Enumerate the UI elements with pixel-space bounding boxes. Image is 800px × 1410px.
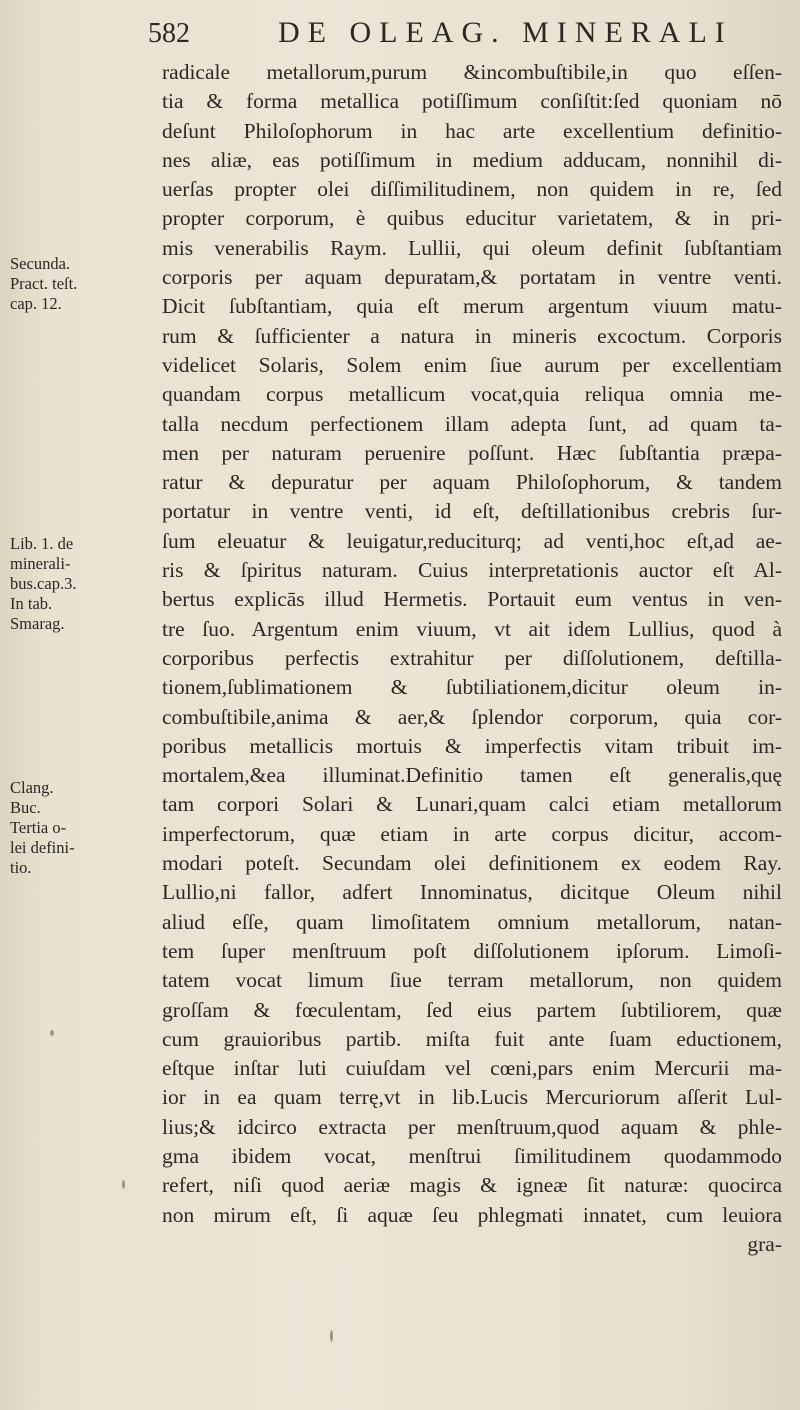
text-line: Lullio,ni fallor, adfert Innominatus, dicitque Oleum nihil xyxy=(162,880,782,905)
page-header xyxy=(148,12,778,58)
text-line: modari poteſt. Secundam olei definitionem ex eodem Ray. xyxy=(162,851,782,876)
text-line: talla necdum perfectionem illam adepta ſunt, ad quam ta- xyxy=(162,411,782,436)
text-line: refert, niſi quod aeriæ magis & igneæ ſit naturæ: quocirca xyxy=(162,1173,782,1198)
text-line: combuſtibile,anima & aer,& ſplendor corporum, quia cor- xyxy=(162,704,782,729)
text-line: men per naturam peruenire poſſunt. Hæc ſubſtantia præpa- xyxy=(162,440,782,465)
paper-speck xyxy=(50,1030,54,1036)
main-text-column xyxy=(162,58,782,1259)
text-line: rum & ſufficienter a natura in mineris excoctum. Corporis xyxy=(162,323,782,348)
text-line: tatem vocat limum ſiue terram metallorum, non quidem xyxy=(162,968,782,993)
page-number: 582 xyxy=(148,18,190,49)
marginal-line: minerali- xyxy=(10,554,71,573)
text-line: ſum eleuatur & leuigatur,reduciturq; ad venti,hoc eſt,ad ae- xyxy=(162,528,782,553)
paper-speck xyxy=(330,1330,333,1342)
text-line: ratur & depuratur per aquam Philoſophorum, & tandem xyxy=(162,470,782,495)
text-line: tam corpori Solari & Lunari,quam calci etiam metallorum xyxy=(162,792,782,817)
text-line: corporis per aquam depuratam,& portatam in ventre venti. xyxy=(162,265,782,290)
text-line: Dicit ſubſtantiam, quia eſt merum argentum viuum matu- xyxy=(162,294,782,319)
text-line: quandam corpus metallicum vocat,quia reliqua omnia me- xyxy=(162,382,782,407)
text-line: cum grauioribus partib. miſta fuit ante ſuam eductionem, xyxy=(162,1026,782,1051)
text-line: tia & forma metallica potiſſimum conſiſtit:ſed quoniam nō xyxy=(162,89,782,114)
text-line: ior in ea quam terrę,vt in lib.Lucis Mercuriorum aſſerit Lul- xyxy=(162,1085,782,1110)
text-line: tem ſuper menſtruum poſt diſſolutionem ipſorum. Limoſi- xyxy=(162,938,782,963)
text-line: nes aliæ, eas potiſſimum in medium adducam, nonnihil di- xyxy=(162,147,782,172)
marginal-note-2 xyxy=(10,534,150,634)
text-line: imperfectorum, quæ etiam in arte corpus dicitur, accom- xyxy=(162,821,782,846)
marginal-line: Secunda. xyxy=(10,254,71,273)
marginal-line: Smarag. xyxy=(10,614,65,633)
text-line: portatur in ventre venti, id eſt, deſtillationibus crebris ſur- xyxy=(162,499,782,524)
catchword: gra- xyxy=(747,1231,782,1256)
text-line: deſunt Philoſophorum in hac arte excellentium definitio- xyxy=(162,118,782,143)
marginal-line: Buc. xyxy=(10,798,41,817)
marginal-line: bus.cap.3. xyxy=(10,574,77,593)
marginal-line: cap. 12. xyxy=(10,294,62,313)
text-line: radicale metallorum,purum &incombuſtibile,in quo eſſen- xyxy=(162,60,782,84)
text-line: lius;& idcirco extracta per menſtruum,quod aquam & phle- xyxy=(162,1114,782,1139)
marginal-line: Clang. xyxy=(10,778,54,797)
text-line: non mirum eſt, ſi aquæ ſeu phlegmati innatet, cum leuiora xyxy=(162,1202,782,1227)
paper-speck xyxy=(122,1180,125,1189)
marginal-line: Pract. teſt. xyxy=(10,274,78,293)
marginal-line: Tertia o- xyxy=(10,818,67,837)
text-line: bertus explicās illud Hermetis. Portauit eum ventus in ven- xyxy=(162,587,782,612)
marginal-line: tio. xyxy=(10,858,32,877)
text-line: tre ſuo. Argentum enim viuum, vt ait idem Lullius, quod à xyxy=(162,616,782,641)
text-line: poribus metallicis mortuis & imperfectis vitam tribuit im- xyxy=(162,733,782,758)
marginal-line: Lib. 1. de xyxy=(10,534,74,553)
marginal-line: In tab. xyxy=(10,594,53,613)
text-line: tionem,ſublimationem & ſubtiliationem,dicitur oleum in- xyxy=(162,675,782,700)
text-line: mis venerabilis Raym. Lullii, qui oleum definit ſubſtantiam xyxy=(162,235,782,260)
running-title: DE OLEAG. MINERALI xyxy=(278,16,733,49)
text-line: eſtque inſtar luti cuiuſdam vel cœni,pars enim Mercurii ma- xyxy=(162,1056,782,1081)
text-line: ris & ſpiritus naturam. Cuius interpretationis auctor eſt Al- xyxy=(162,558,782,583)
marginal-note-1 xyxy=(10,254,150,314)
text-line: mortalem,&ea illuminat.Definitio tamen eſt generalis,quę xyxy=(162,763,782,788)
text-line: uerſas propter olei diſſimilitudinem, non quidem in re, ſed xyxy=(162,177,782,202)
text-line: aliud eſſe, quam limoſitatem omnium metallorum, natan- xyxy=(162,909,782,934)
marginal-note-3 xyxy=(10,778,150,878)
text-line: videlicet Solaris, Solem enim ſiue aurum per excellentiam xyxy=(162,352,782,377)
text-line: propter corporum, è quibus educitur varietatem, & in pri- xyxy=(162,206,782,231)
marginal-line: lei defini- xyxy=(10,838,75,857)
text-line: groſſam & fœculentam, ſed eius partem ſubtiliorem, quæ xyxy=(162,997,782,1022)
text-line: corporibus perfectis extrahitur per diſſolutionem, deſtilla- xyxy=(162,645,782,670)
text-line: gma ibidem vocat, menſtrui ſimilitudinem quodammodo xyxy=(162,1143,782,1168)
